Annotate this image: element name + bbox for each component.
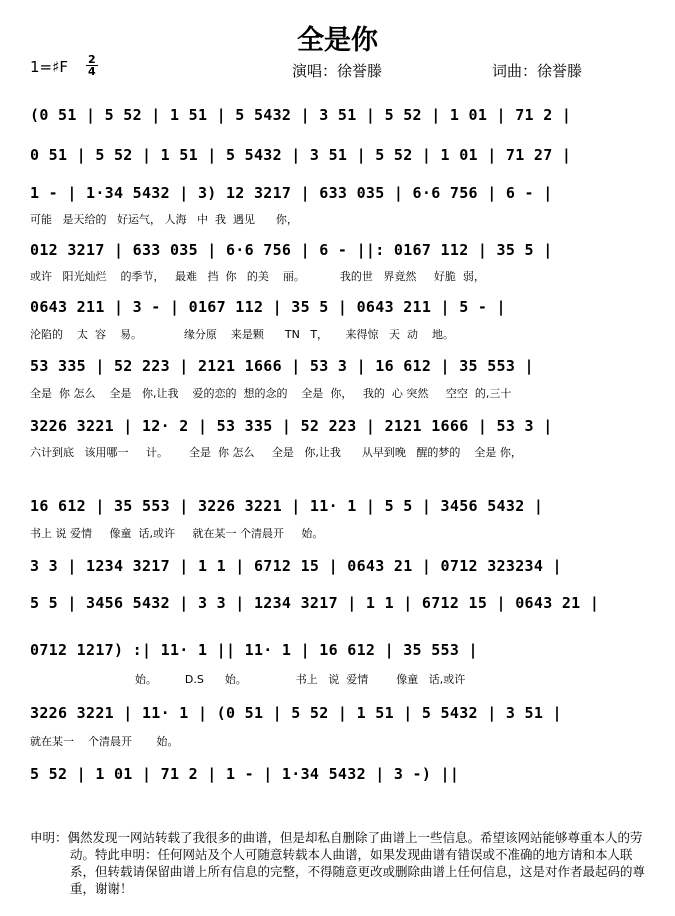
- score-row-notes: 0 51 | 5 52 | 1 51 | 5 5432 | 3 51 | 5 52 | 1 01 | 71 27 |: [30, 146, 572, 164]
- score-row-notes: 1 - | 1·34 5432 | 3) 12 3217 | 633 035 | 6·6 756 | 6 - |: [30, 184, 553, 202]
- disclaimer: [30, 829, 650, 897]
- score-row-lyrics: 沦陷的 太 容 易。 缘分原 来是颗 TN T， 来得惊 天 动 地。: [30, 328, 454, 341]
- singer-credit: 演唱：徐誉滕: [292, 62, 383, 80]
- score-row-lyrics: 始。 D.S 始。 书上 说 爱情 像童 话,或许: [30, 673, 466, 686]
- score-row-notes: 16 612 | 35 553 | 3226 3221 | 11· 1 | 5 5 | 3456 5432 |: [30, 497, 544, 515]
- disclaimer-text: 偶然发现一网站转载了我很多的曲谱，但是却私自删除了曲谱上一些信息。希望该网站能够尊重本人的劳动。特此申明：任何网站及个人可随意转载本人曲谱，如果发现曲谱有错误或不准确的地方请和本人联系，但转载请保留曲谱上所有信息的完整，不得随意更改或删除曲谱上任何信息，这是对作者最起码的尊重，谢谢！: [67, 830, 646, 896]
- score-row-lyrics: 就在某一 个清晨开 始。: [30, 735, 179, 748]
- time-signature-bottom: 4: [88, 65, 96, 78]
- score-row-notes: 0643 211 | 3 - | 0167 112 | 35 5 | 0643 211 | 5 - |: [30, 298, 506, 316]
- score-row-notes: 53 335 | 52 223 | 2121 1666 | 53 3 | 16 612 | 35 553 |: [30, 357, 534, 375]
- score-row-lyrics: 六计到底 该用哪一 计。 全是 你 怎么 全是 你,让我 从早到晚 醒的梦的 全是 你，: [30, 446, 522, 459]
- score-row-notes: 3226 3221 | 11· 1 | (0 51 | 5 52 | 1 51 | 5 5432 | 3 51 |: [30, 704, 562, 722]
- score-row-lyrics: 全是 你 怎么 全是 你,让我 爱的恋的 想的念的 全是 你， 我的 心 突然 空空 的,三十: [30, 387, 512, 400]
- score-row-notes: 5 5 | 3456 5432 | 3 3 | 1234 3217 | 1 1 | 6712 15 | 0643 21 |: [30, 594, 600, 612]
- song-title: 全是你: [297, 25, 378, 56]
- score-row-notes: 012 3217 | 633 035 | 6·6 756 | 6 - ||: 0167 112 | 35 5 |: [30, 241, 553, 259]
- score-row-notes: (0 51 | 5 52 | 1 51 | 5 5432 | 3 51 | 5 52 | 1 01 | 71 2 |: [30, 106, 572, 124]
- score-row-notes: 3226 3221 | 12· 2 | 53 335 | 52 223 | 2121 1666 | 53 3 |: [30, 417, 553, 435]
- disclaimer-label: 申明：: [30, 830, 68, 845]
- score-row-notes: 3 3 | 1234 3217 | 1 1 | 6712 15 | 0643 21 | 0712 323234 |: [30, 557, 562, 575]
- score-row-lyrics: 书上 说 爱情 像童 话,或许 就在某一 个清晨开 始。: [30, 527, 324, 540]
- score-row-notes: 5 52 | 1 01 | 71 2 | 1 - | 1·34 5432 | 3 -) ||: [30, 765, 460, 783]
- score-row-notes: 0712 1217) :| 11· 1 || 11· 1 | 16 612 | 35 553 |: [30, 641, 478, 659]
- score-row-lyrics: 或许 阳光灿烂 的季节， 最难 挡 你 的美 丽。 我的世 界竟然 好脆 弱，: [30, 270, 485, 283]
- key-signature: 1=♯F: [30, 58, 68, 76]
- time-signature-top: 2: [88, 53, 96, 66]
- score-row-lyrics: 可能 是天给的 好运气， 人海 中 我 遇见 你，: [30, 213, 298, 226]
- composer-credit: 词曲：徐誉滕: [492, 62, 583, 80]
- time-signature: [86, 54, 98, 77]
